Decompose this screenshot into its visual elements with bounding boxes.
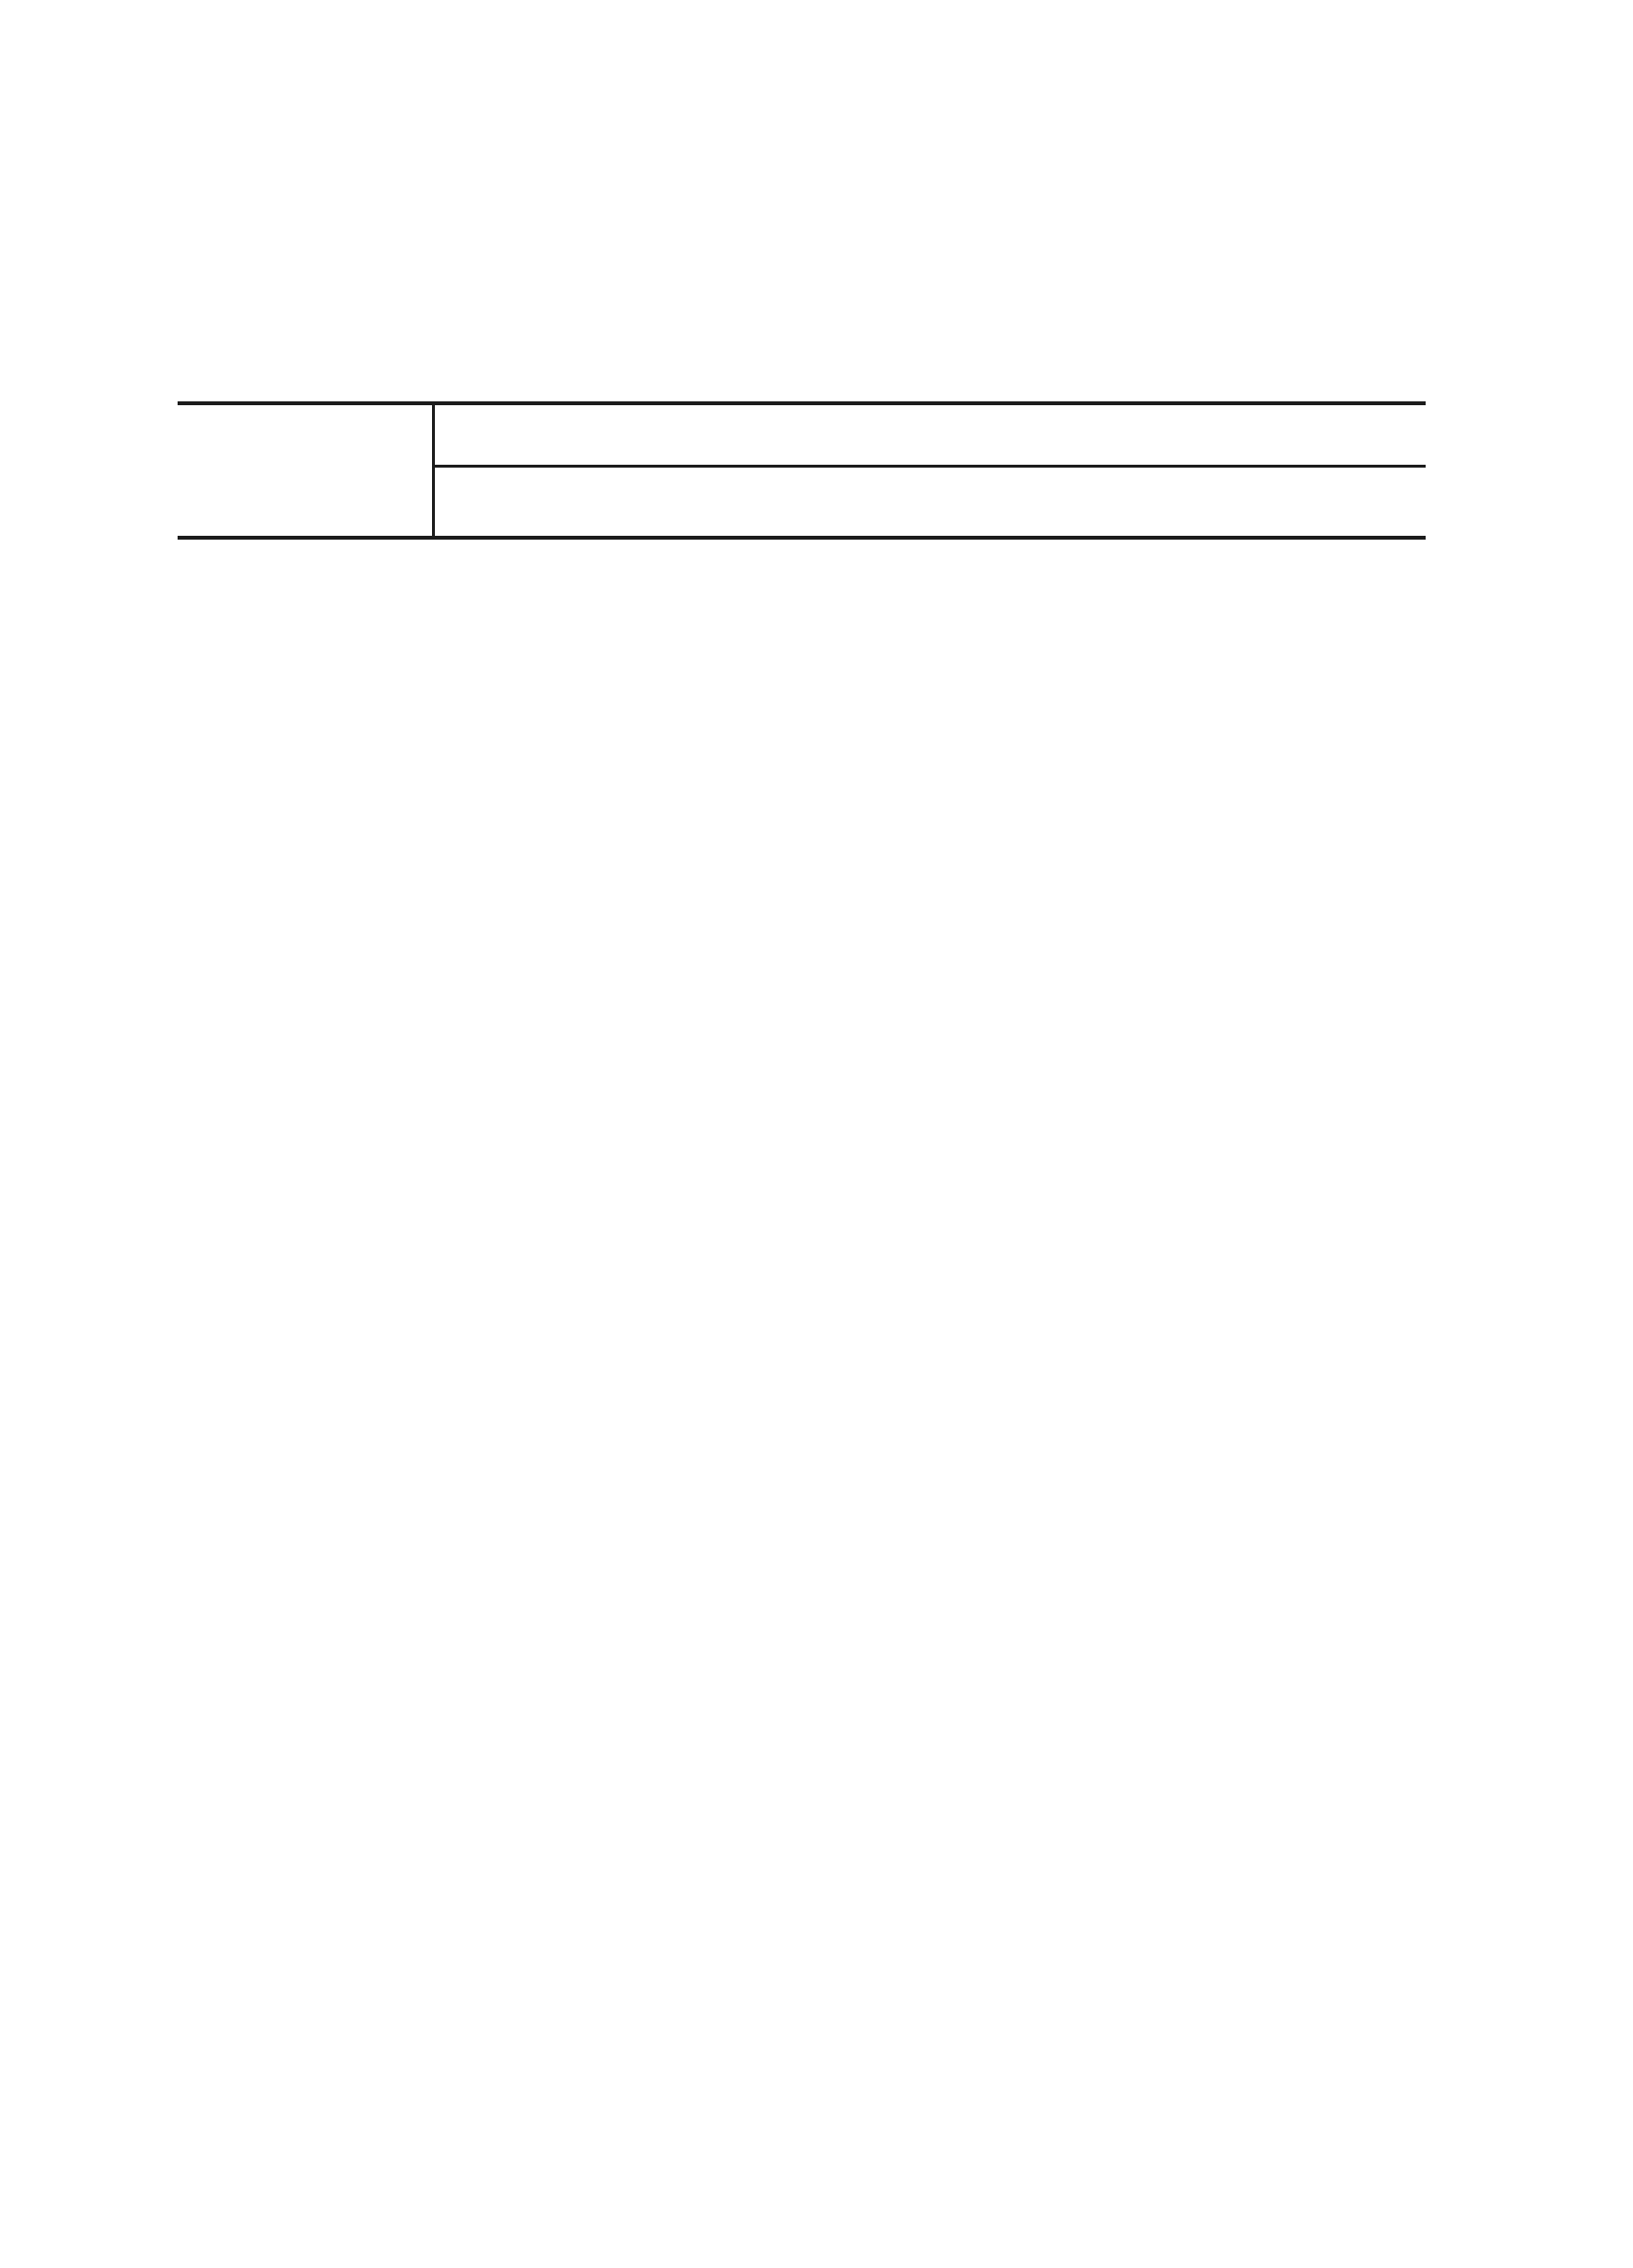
table-top-rule — [178, 401, 1426, 405]
header-mid-rule — [432, 465, 1426, 468]
header-bottom-rule — [178, 536, 1426, 540]
header-vertical-rule — [432, 401, 435, 540]
